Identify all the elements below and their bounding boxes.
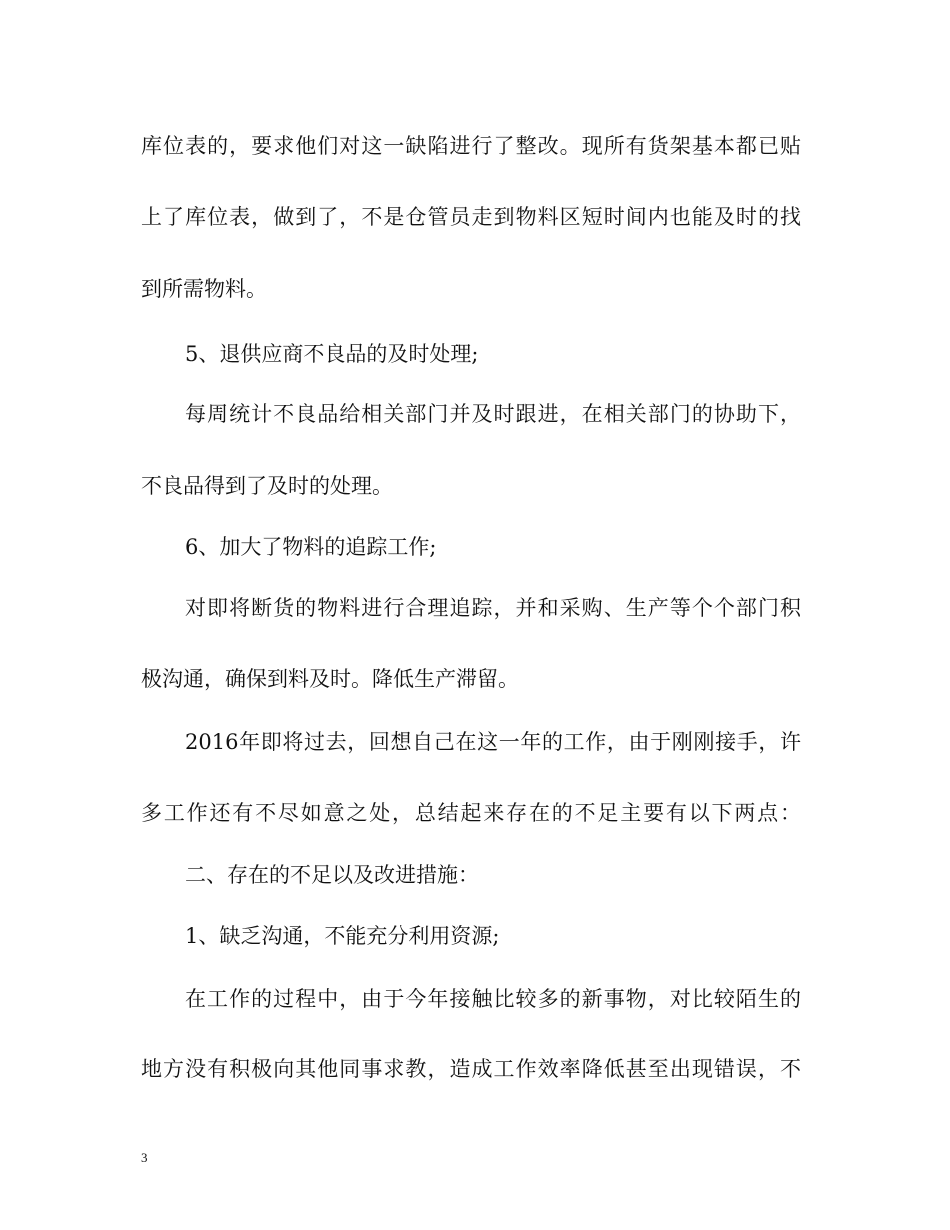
body-text-line: 多工作还有不尽如意之处，总结起来存在的不足主要有以下两点： (141, 801, 801, 825)
body-text-line: 上了库位表，做到了，不是仓管员走到物料区短时间内也能及时的找 (141, 205, 801, 229)
section-heading: 二、存在的不足以及改进措施： (185, 863, 479, 887)
body-text-line: 不良品得到了及时的处理。 (141, 474, 393, 498)
body-text-line: 到所需物料。 (141, 277, 267, 301)
body-text-line: 每周统计不良品给相关部门并及时跟进，在相关部门的协助下， (185, 402, 801, 426)
body-text-line: 2016年即将过去，回想自己在这一年的工作，由于刚刚接手，许 (185, 730, 801, 754)
body-text-line: 地方没有积极向其他同事求教，造成工作效率降低甚至出现错误，不 (141, 1057, 801, 1081)
page-number: 3 (141, 1150, 148, 1165)
section-heading: 5、退供应商不良品的及时处理; (185, 342, 479, 366)
body-text-line: 库位表的，要求他们对这一缺陷进行了整改。现所有货架基本都已贴 (141, 134, 801, 158)
section-heading: 6、加大了物料的追踪工作; (185, 535, 437, 559)
body-text-line: 在工作的过程中，由于今年接触比较多的新事物，对比较陌生的 (185, 987, 801, 1011)
body-text-line: 极沟通，确保到料及时。降低生产滞留。 (141, 667, 519, 691)
section-heading: 1、缺乏沟通，不能充分利用资源; (185, 924, 500, 948)
body-text-line: 对即将断货的物料进行合理追踪，并和采购、生产等个个部门积 (185, 596, 801, 620)
